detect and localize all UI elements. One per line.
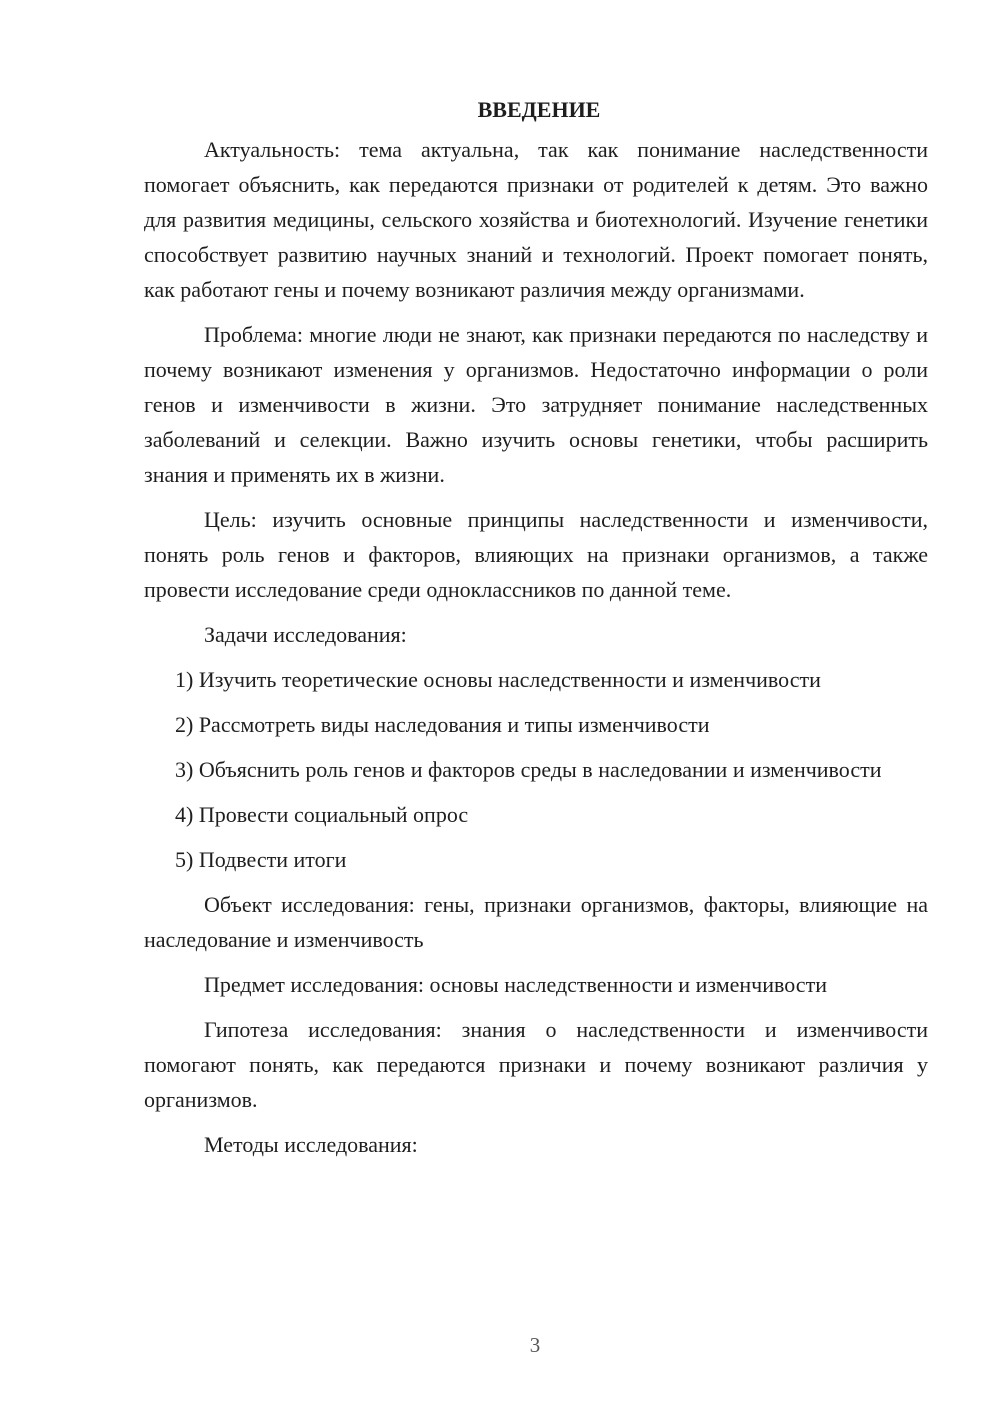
task-item-2: 2) Рассмотреть виды наследования и типы изменчивости [175,712,710,737]
tasks-title: Задачи исследования: [204,622,407,647]
task-item-5: 5) Подвести итоги [175,847,347,872]
paragraph-relevance: Актуальность: тема актуальна, так как понимание наследственности помогает объяснить, как передаются признаки от родителей к детям. Это важно для развития медицины, сельского хозяйства и биотехнологий. Изучение генетики способствует развитию научных знаний и технологий. Проект помогает понять, как работают гены и почему возникают различия между организмами. [144,137,928,302]
paragraph-subject: Предмет исследования: основы наследственности и изменчивости [204,972,827,997]
task-item-3: 3) Объяснить роль генов и факторов среды в наследовании и изменчивости [175,757,882,782]
task-item-1: 1) Изучить теоретические основы наследственности и изменчивости [175,667,821,692]
paragraph-hypothesis: Гипотеза исследования: знания о наследственности и изменчивости помогают понять, как передаются признаки и почему возникают различия у организмов. [144,1017,928,1112]
document-page [144,88,928,1172]
methods-title: Методы исследования: [204,1132,418,1157]
task-item-4: 4) Провести социальный опрос [175,802,469,827]
page-number: 3 [529,1333,541,1357]
paragraph-object: Объект исследования: гены, признаки организмов, факторы, влияющие на наследование и изменчивость [144,892,928,952]
section-heading: ВВЕДЕНИЕ [477,97,601,122]
paragraph-goal: Цель: изучить основные принципы наследственности и изменчивости, понять роль генов и факторов, влияющих на признаки организмов, а также провести исследование среди одноклассников по данной теме. [144,507,928,602]
paragraph-problem: Проблема: многие люди не знают, как признаки передаются по наследству и почему возникают изменения у организмов. Недостаточно информации о роли генов и изменчивости в жизни. Это затрудняет понимание наследственных заболеваний и селекции. Важно изучить основы генетики, чтобы расширить знания и применять их в жизни. [144,322,928,487]
